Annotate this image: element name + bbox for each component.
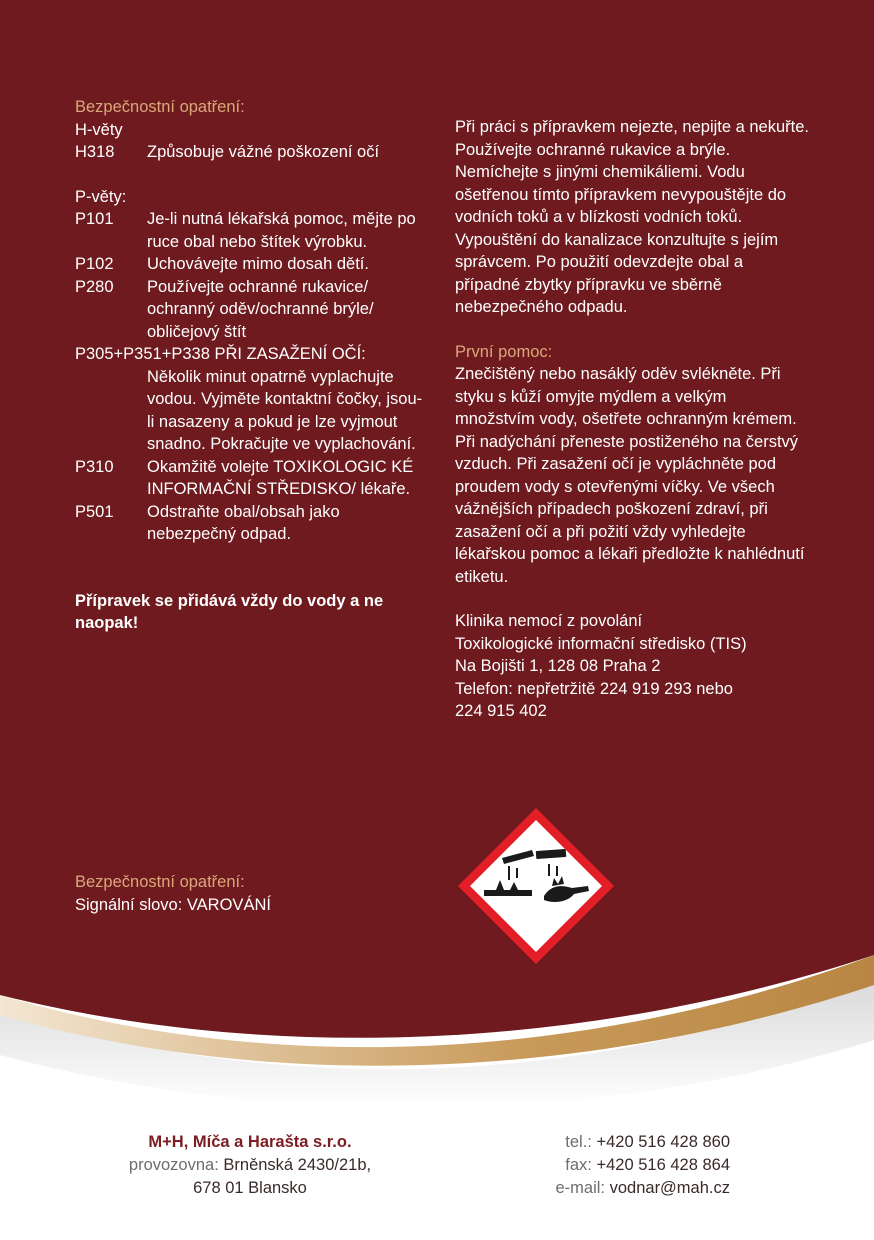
statement-code: P101 (75, 210, 114, 228)
safety-instructions: Při práci s přípravkem nejezte, nepijte a nekuřte. Používejte ochranné rukavice a brýle. Nemíchejte s jinými chemikáliemi. Vodu ošetřenou tímto přípravkem nevypouštějte do vodních toků a v blízkosti vodních toků. Vypouštění do kanalizace konzultujte s jejím správcem. Po použití odevzdejte obal a případné zbytky přípravku ve sběrně nebezpečného odpadu. (455, 118, 810, 316)
statement-text: Je-li nutná lékařská pomoc, mějte po ruce obal nebo štítek výrobku. (147, 210, 416, 251)
first-aid-text: Znečištěný nebo nasáklý oděv svlékněte. Při styku s kůží omyjte mýdlem a velkým množstvím vody, ošetřete ochranným krémem. Při nadýchání přeneste postiženého na čerstvý vzduch. Při zasažení očí je vypláchněte pod proudem vody s otevřenými víčky. Ve všech vážnějších případech poškození zdraví, při zasažení očí a při požití vždy vyhledejte lékařskou pomoc a lékaři předložte k nahlédnutí etiketu. (455, 365, 805, 586)
email-label: e-mail: (555, 1179, 606, 1197)
p-statement-row (75, 501, 425, 546)
p-statement-row (75, 253, 425, 276)
dilution-warning: Přípravek se přidává vždy do vody a ne naopak! (75, 591, 384, 632)
statement-text: Používejte ochranné rukavice/ ochranný oděv/ochranné brýle/ obličejový štít (147, 277, 374, 341)
address-city: 678 01 Blansko (193, 1179, 307, 1197)
first-aid-heading: První pomoc: (455, 342, 553, 361)
tel-number[interactable]: +420 516 428 860 (596, 1133, 730, 1151)
h-statement-row (75, 141, 425, 164)
hazard-statements-column (75, 96, 425, 635)
statement-text: Uchovávejte mimo dosah dětí. (147, 255, 369, 273)
statement-text: Několik minut opatrně vyplachujte vodou. Vyjměte kontaktní čočky, jsou-li nasazeny a pokud je lze vyjmout snadno. Pokračujte ve vyplachování. (147, 367, 423, 453)
safety-first-aid-column (455, 116, 810, 723)
clinic-line: Toxikologické informační středisko (TIS) (455, 634, 747, 653)
statement-text: Odstraňte obal/obsah jako nebezpečný odpad. (147, 502, 340, 543)
clinic-line: Telefon: nepřetržitě 224 919 293 nebo (455, 679, 733, 698)
tel-label: tel.: (565, 1133, 592, 1151)
statement-code: P280 (75, 277, 114, 296)
signal-word: Signální slovo: VAROVÁNÍ (75, 895, 271, 914)
h-statements-label: H-věty (75, 120, 123, 139)
p-statements-label: P-věty: (75, 187, 127, 206)
ghs05-corrosion-icon (456, 806, 616, 966)
address-label: provozovna: (128, 1156, 219, 1174)
section-heading: Bezpečnostní opatření: (75, 873, 245, 891)
company-contacts (460, 1131, 730, 1200)
clinic-line: Na Bojišti 1, 128 08 Praha 2 (455, 657, 661, 675)
statement-code: P310 (75, 457, 114, 476)
company-address (100, 1131, 400, 1200)
clinic-line: 224 915 402 (455, 702, 547, 720)
email-link[interactable]: vodnar@mah.cz (609, 1179, 730, 1197)
statement-text: Okamžitě volejte TOXIKOLOGIC KÉ INFORMAČNÍ STŘEDISKO/ lékaře. (147, 457, 414, 498)
statement-text: Způsobuje vážné poškození očí (147, 143, 380, 161)
address-street: Brněnská 2430/21b, (223, 1156, 372, 1174)
p-statement-row (75, 276, 425, 344)
statement-code: P305+P351+P338 PŘI ZASAŽENÍ OČÍ: (75, 345, 366, 363)
statement-code: H318 (75, 143, 115, 161)
fax-label: fax: (565, 1156, 592, 1174)
signal-word-block (75, 871, 425, 916)
p-statement-row (75, 456, 425, 501)
statement-code: P102 (75, 255, 114, 273)
section-heading: Bezpečnostní opatření: (75, 98, 245, 116)
company-name: M+H, Míča a Harašta s.r.o. (148, 1133, 352, 1151)
statement-code: P501 (75, 502, 114, 521)
clinic-line: Klinika nemocí z povolání (455, 612, 643, 630)
fax-number: +420 516 428 864 (596, 1156, 730, 1174)
p-statement-row (75, 208, 425, 253)
